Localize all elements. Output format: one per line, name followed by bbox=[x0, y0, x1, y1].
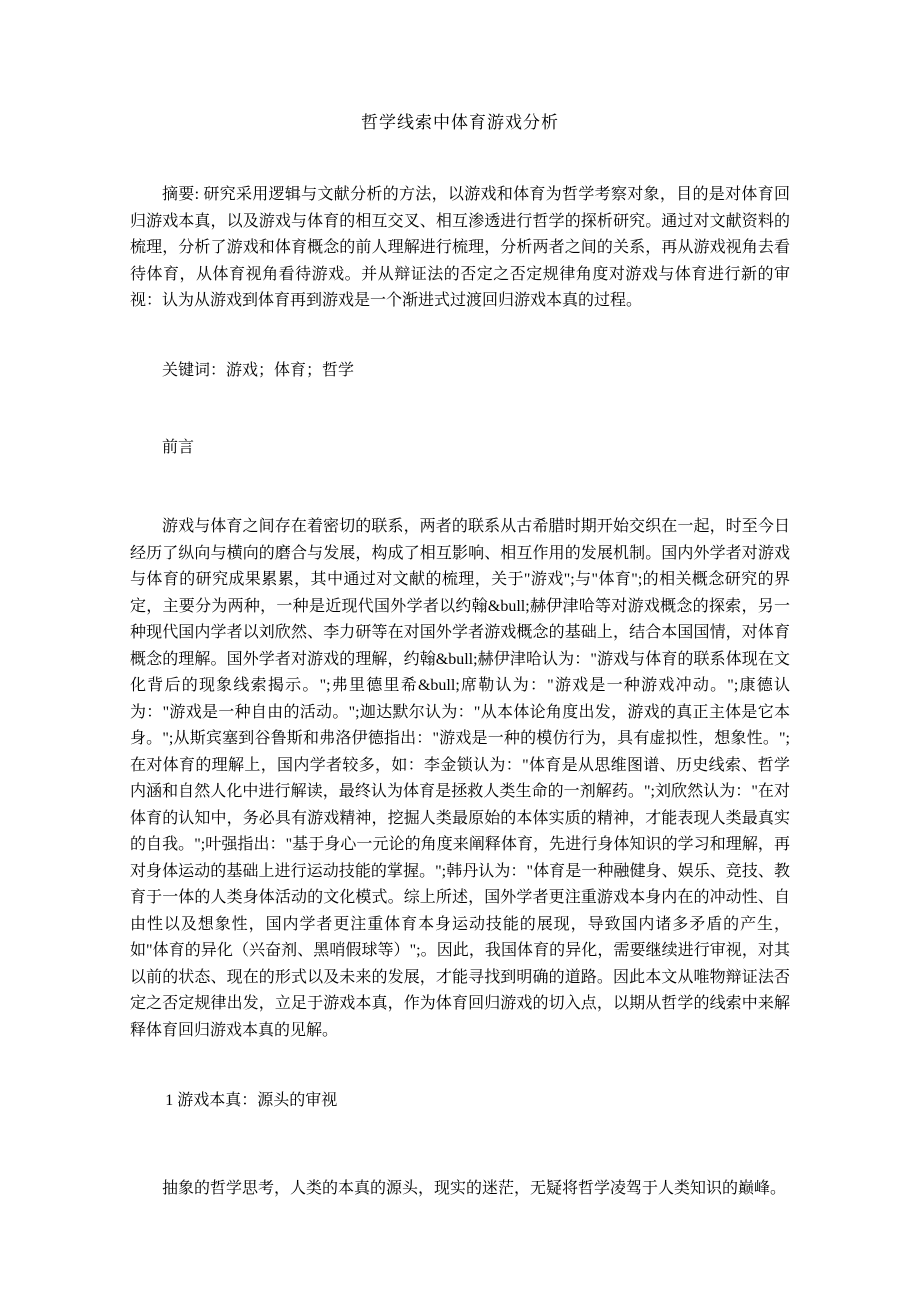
introduction-paragraph: 游戏与体育之间存在着密切的联系，两者的联系从古希腊时期开始交织在一起，时至今日经历了纵向与横向的磨合与发展，构成了相互影响、相互作用的发展机制。国内外学者对游戏与体育的研究成果累累，其中通过对文献的梳理，关于"游戏";与"体育";的相关概念研究的界定，主要分为两种，一种是近现代国外学者以约翰&bull;赫伊津哈等对游戏概念的探索，另一种现代国内学者以刘欣然、李力研等在对国外学者游戏概念的基础上，结合本国国情，对体育概念的理解。国外学者对游戏的理解，约翰&bull;赫伊津哈认为："游戏与体育的联系体现在文化背后的现象线索揭示。";弗里德里希&bull;席勒认为："游戏是一种游戏冲动。";康德认为："游戏是一种自由的活动。";迦达默尔认为："从本体论角度出发，游戏的真正主体是它本身。";从斯宾塞到谷鲁斯和弗洛伊德指出："游戏是一种的模仿行为，具有虚拟性，想象性。";在对体育的理解上，国内学者较多，如：李金锁认为："体育是从思维图谱、历史线索、哲学内涵和自然人化中进行解读，最终认为体育是拯救人类生命的一剂解药。";刘欣然认为："在对体育的认知中，务必具有游戏精神，挖掘人类最原始的本体实质的精神，才能表现人类最真实的自我。";叶强指出："基于身心一元论的角度来阐释体育，先进行身体知识的学习和理解，再对身体运动的基础上进行运动技能的掌握。";韩丹认为："体育是一种融健身、娱乐、竞技、教育于一体的人类身体活动的文化模式。综上所述，国外学者更注重游戏本身内在的冲动性、自由性以及想象性，国内学者更注重体育本身运动技能的展现，导致国内诸多矛盾的产生，如"体育的异化（兴奋剂、黑哨假球等）";。因此，我国体育的异化，需要继续进行审视，对其以前的状态、现在的形式以及未来的发展，才能寻找到明确的道路。因此本文从唯物辩证法否定之否定规律出发，立足于游戏本真，作为体育回归游戏的切入点，以期从哲学的线索中来解释体育回归游戏本真的见解。 bbox=[130, 518, 790, 1039]
document-title: 哲学线索中体育游戏分析 bbox=[361, 113, 559, 132]
abstract-paragraph: 摘要: 研究采用逻辑与文献分析的方法，以游戏和体育为哲学考察对象，目的是对体育回归游戏本真，以及游戏与体育的相互交叉、相互渗透进行哲学的探析研究。通过对文献资料的梳理，分析了游戏和体育概念的前人理解进行梳理，分析两者之间的关系，再从游戏视角去看待体育，从体育视角看待游戏。并从辩证法的否定之否定规律角度对游戏与体育进行新的审视：认为从游戏到体育再到游戏是一个渐进式过渡回归游戏本真的过程。 bbox=[130, 186, 790, 309]
section-1-paragraph: 抽象的哲学思考，人类的本真的源头，现实的迷茫，无疑将哲学凌驾于人类知识的巅峰。 bbox=[162, 1180, 787, 1197]
document-content-area bbox=[130, 0, 790, 1302]
preface-heading: 前言 bbox=[162, 439, 195, 456]
section-1-heading: 1 游戏本真：源头的审视 bbox=[165, 1092, 338, 1109]
keywords-line: 关键词：游戏；体育；哲学 bbox=[162, 362, 355, 379]
